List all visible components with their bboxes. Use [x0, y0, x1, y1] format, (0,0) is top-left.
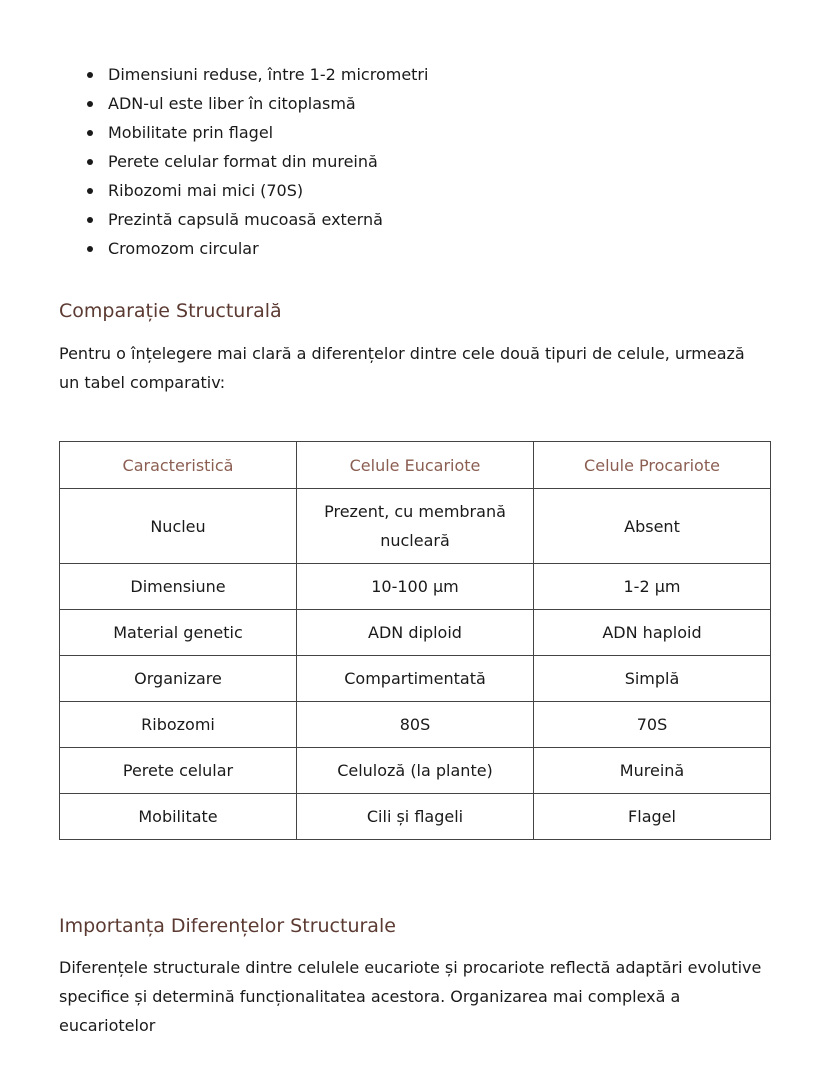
table-cell: 80S	[297, 702, 534, 748]
table-cell: Dimensiune	[60, 564, 297, 610]
table-header-cell: Celule Procariote	[534, 442, 771, 489]
list-item: Perete celular format din mureină	[108, 147, 428, 176]
list-item: ADN-ul este liber în citoplasmă	[108, 89, 428, 118]
prokaryote-features-list	[60, 60, 428, 263]
table-row	[60, 564, 771, 610]
table-cell: Organizare	[60, 656, 297, 702]
table-cell: ADN diploid	[297, 610, 534, 656]
table-row	[60, 702, 771, 748]
table-cell: Absent	[534, 489, 771, 564]
table-cell: Mobilitate	[60, 794, 297, 840]
table-header-cell: Celule Eucariote	[297, 442, 534, 489]
table-cell: 70S	[534, 702, 771, 748]
table-cell: Ribozomi	[60, 702, 297, 748]
section-intro-paragraph: Pentru o înțelegere mai clară a diferențelor dintre cele două tipuri de celule, urmează un tabel comparativ:	[59, 344, 745, 392]
table-cell: Celuloză (la plante)	[297, 748, 534, 794]
table-cell: Cili și flageli	[297, 794, 534, 840]
table-cell: Flagel	[534, 794, 771, 840]
list-item: Mobilitate prin flagel	[108, 118, 428, 147]
table-cell: Nucleu	[60, 489, 297, 564]
list-item: Dimensiuni reduse, între 1-2 micrometri	[108, 60, 428, 89]
list-item: Ribozomi mai mici (70S)	[108, 176, 428, 205]
table-cell: Material genetic	[60, 610, 297, 656]
table-row	[60, 656, 771, 702]
table-row	[60, 610, 771, 656]
table-row	[60, 794, 771, 840]
table-header-row	[60, 442, 771, 489]
table-cell: Prezent, cu membrană nucleară	[297, 489, 534, 564]
table-cell: 1-2 μm	[534, 564, 771, 610]
list-item: Cromozom circular	[108, 234, 428, 263]
section-heading-comparison: Comparație Structurală	[59, 300, 282, 322]
section-body-paragraph: Diferențele structurale dintre celulele eucariote și procariote reflectă adaptări evolutive specifice și determină funcționalitatea acestora. Organizarea mai complexă a eucariotelor	[59, 958, 762, 1035]
table-header-cell: Caracteristică	[60, 442, 297, 489]
table-cell: Compartimentată	[297, 656, 534, 702]
section-heading-importance: Importanța Diferențelor Structurale	[59, 915, 396, 937]
list-item: Prezintă capsulă mucoasă externă	[108, 205, 428, 234]
table-cell: Mureină	[534, 748, 771, 794]
table-row	[60, 748, 771, 794]
table-row	[60, 489, 771, 564]
table-cell: ADN haploid	[534, 610, 771, 656]
comparison-table	[59, 441, 771, 840]
table-cell: 10-100 μm	[297, 564, 534, 610]
table-cell: Perete celular	[60, 748, 297, 794]
table-cell: Simplă	[534, 656, 771, 702]
